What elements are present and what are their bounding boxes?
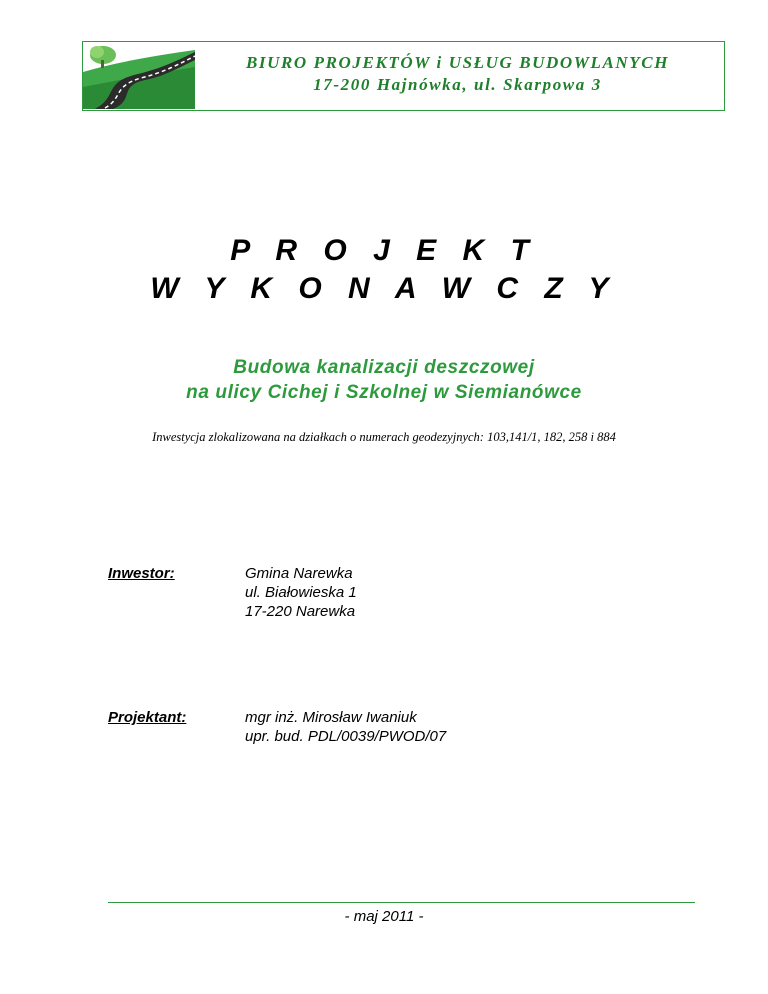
footer-divider [108,902,695,903]
header-box [82,41,725,111]
designer-line: upr. bud. PDL/0039/PWOD/07 [245,728,447,745]
investor-label: Inwestor: [108,565,175,582]
investment-location: Inwestycja zlokalizowana na działkach o numerach geodezyjnych: 103,141/1, 182, 258 i 884 [152,430,616,444]
investor-details [245,564,357,621]
document-title-line2: W Y K O N A W C Z Y [150,272,618,305]
document-title-line1: P R O J E K T [230,234,538,267]
investor-line: 17-220 Narewka [245,603,356,620]
road-with-tree-logo-icon [83,42,195,109]
designer-line: mgr inż. Mirosław Iwaniuk [245,709,417,726]
investor-line: ul. Białowieska 1 [245,584,357,601]
designer-details [245,708,446,746]
project-subject-line2: na ulicy Cichej i Szkolnej w Siemianówce [186,382,582,403]
document-date: - maj 2011 - [344,908,424,925]
designer-label: Projektant: [108,709,187,726]
project-subject-line1: Budowa kanalizacji deszczowej [233,357,535,378]
investor-line: Gmina Narewka [245,565,353,582]
company-header [195,52,720,96]
company-address: 17-200 Hajnówka, ul. Skarpowa 3 [313,75,602,94]
company-name: BIURO PROJEKTÓW i USŁUG BUDOWLANYCH [245,53,670,72]
